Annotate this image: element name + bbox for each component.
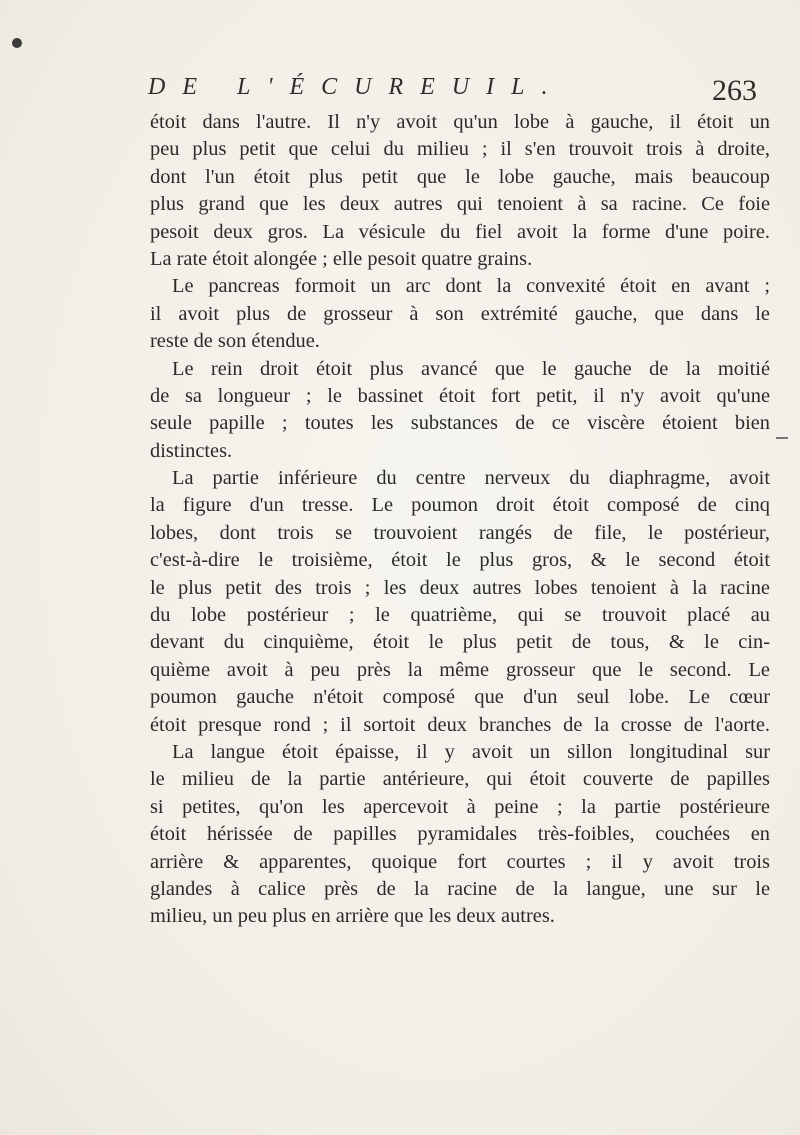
text-line: étoit presque rond ; il sortoit deux branches de la crosse de l'aorte. [150,713,770,736]
binding-hole-mark [12,38,22,48]
text-line: la figure d'un tresse. Le poumon droit étoit composé de cinq [150,494,770,517]
text-line: étoit hérissée de papilles pyramidales très-foibles, couchées en [150,823,770,846]
text-line: du lobe postérieur ; le quatrième, qui se trouvoit placé au [150,604,770,627]
text-line: quième avoit à peu près la même grosseur que le second. Le [150,658,770,681]
text-line: lobes, dont trois se trouvoient rangés de file, le postérieur, [150,521,770,544]
text-line: de sa longueur ; le bassinet étoit fort petit, il n'y avoit qu'une [150,384,770,407]
margin-dash-mark [776,437,788,439]
text-line: distinctes. [150,439,233,462]
text-line: arrière & apparentes, quoique fort courtes ; il y avoit trois [150,850,770,873]
text-line: milieu, un peu plus en arrière que les deux autres. [150,905,555,928]
text-line: reste de son étendue. [150,330,320,353]
paragraph-start-line: Le rein droit étoit plus avancé que le gauche de la moitié [172,357,770,380]
text-line: seule papille ; toutes les substances de ce viscère étoient bien [150,412,770,435]
text-line: poumon gauche n'étoit composé que d'un seul lobe. Le cœur [150,686,770,709]
text-line: étoit dans l'autre. Il n'y avoit qu'un lobe à gauche, il étoit un [150,111,770,133]
text-line: c'est-à-dire le troisième, étoit le plus gros, & le second étoit [150,549,770,572]
page-number: 263 [712,74,757,107]
paragraph-start-line: La partie inférieure du centre nerveux du diaphragme, avoit [172,467,770,490]
text-line: devant du cinquième, étoit le plus petit de tous, & le cin- [150,631,770,654]
text-line: glandes à calice près de la racine de la langue, une sur le [150,877,770,900]
text-line: peu plus petit que celui du milieu ; il s'en trouvoit trois à droite, [150,138,770,161]
running-head: DE L'ÉCUREUIL. [148,74,565,100]
paragraph-start-line: Le pancreas formoit un arc dont la convexité étoit en avant ; [172,275,770,298]
text-line: La rate étoit alongée ; elle pesoit quatre grains. [150,247,533,270]
paragraph-start-line: La langue étoit épaisse, il y avoit un sillon longitudinal sur [172,740,770,763]
text-line: si petites, qu'on les apercevoit à peine ; la partie postérieure [150,795,770,818]
text-line: le milieu de la partie antérieure, qui étoit couverte de papilles [150,768,770,791]
body-text [150,109,770,931]
text-line: plus grand que les deux autres qui tenoient à sa racine. Ce foie [150,193,770,216]
text-line: pesoit deux gros. La vésicule du fiel avoit la forme d'une poire. [150,220,770,243]
text-line: dont l'un étoit plus petit que le lobe gauche, mais beaucoup [150,165,770,188]
text-line: le plus petit des trois ; les deux autres lobes tenoient à la racine [150,576,770,599]
text-line: il avoit plus de grosseur à son extrémité gauche, que dans le [150,302,770,325]
